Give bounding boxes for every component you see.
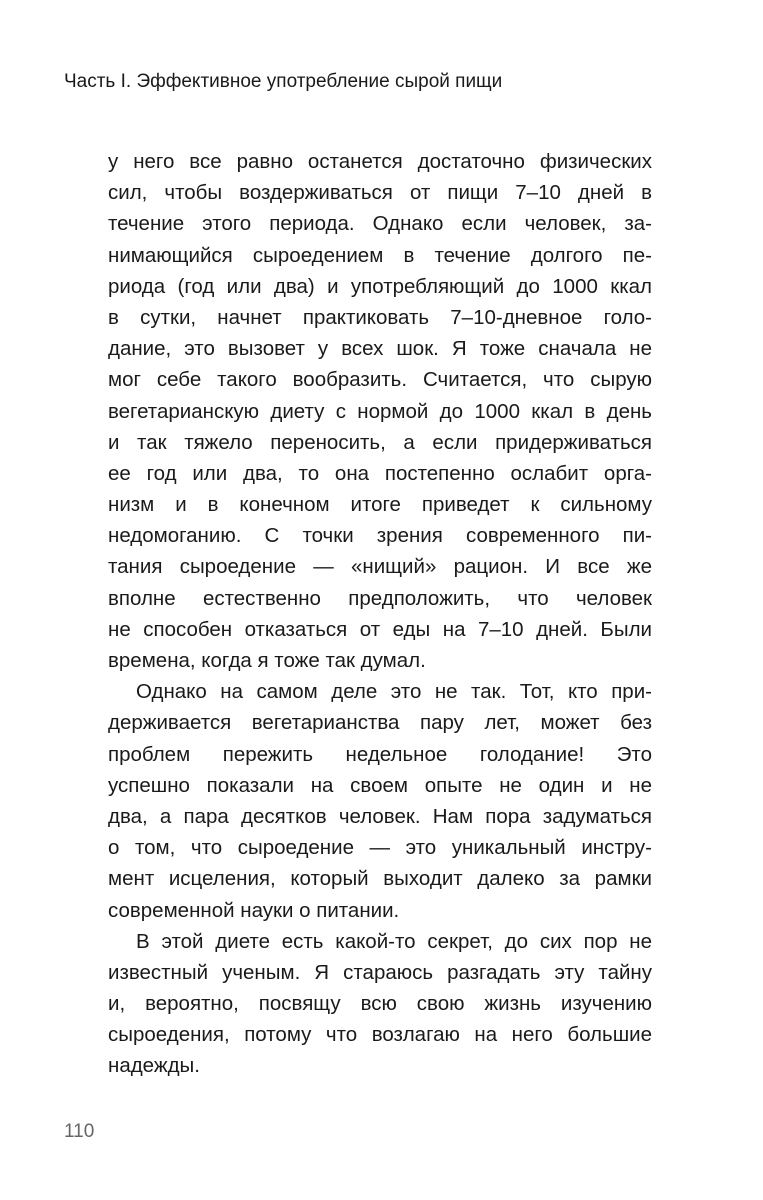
- text-line: сил, чтобы воздерживаться от пищи 7–10 дней в: [108, 181, 652, 205]
- text-line: вполне естественно предположить, что человек: [108, 586, 652, 610]
- text-line: мог себе такого вообразить. Считается, что сырую: [108, 368, 652, 392]
- text-line: дание, это вызовет у всех шок. Я тоже сначала не: [108, 337, 652, 361]
- text-line: времена, когда я тоже так думал.: [108, 649, 426, 672]
- text-line: недомоганию. С точки зрения современного пи-: [108, 524, 652, 548]
- text-line: тания сыроедение — «нищий» рацион. И все же: [108, 555, 652, 579]
- text-line: надежды.: [108, 1054, 200, 1078]
- text-line: низм и в конечном итоге приведет к сильному: [108, 493, 652, 517]
- text-line: Однако на самом деле это не так. Тот, кто при-: [136, 680, 652, 704]
- text-line: о том, что сыроедение — это уникальный инстру-: [108, 836, 652, 860]
- running-head: Часть I. Эффективное употребление сырой пищи: [64, 71, 503, 92]
- text-line: нимающийся сыроедением в течение долгого пе-: [108, 243, 652, 267]
- text-line: и, вероятно, посвящу всю свою жизнь изучению: [108, 992, 652, 1016]
- text-line: два, а пара десятков человек. Нам пора задуматься: [108, 804, 652, 828]
- paragraph-2: [108, 676, 652, 926]
- text-line: держивается вегетарианства пару лет, может без: [108, 711, 652, 735]
- text-line: ее год или два, то она постепенно ослабит орга-: [108, 461, 652, 485]
- text-line: течение этого периода. Однако если человек, за-: [108, 212, 652, 236]
- page-number: 110: [64, 1121, 95, 1142]
- text-line: у него все равно останется достаточно физических: [108, 150, 652, 173]
- body-text: [108, 146, 652, 1082]
- text-line: не способен отказаться от еды на 7–10 дней. Были: [108, 617, 652, 641]
- text-line: современной науки о питании.: [108, 898, 400, 922]
- text-line: известный ученым. Я стараюсь разгадать эту тайну: [108, 960, 652, 984]
- text-line: риода (год или два) и употребляющий до 1000 ккал: [108, 274, 652, 298]
- paragraph-3: [108, 926, 652, 1082]
- text-line: успешно показали на своем опыте не один и не: [108, 773, 652, 797]
- text-line: и так тяжело переносить, а если придерживаться: [108, 430, 652, 454]
- text-line: В этой диете есть какой-то секрет, до сих пор не: [136, 929, 652, 953]
- text-line: вегетарианскую диету с нормой до 1000 ккал в день: [108, 399, 652, 423]
- paragraph-1: [108, 146, 652, 676]
- text-line: мент исцеления, который выходит далеко за рамки: [108, 867, 652, 891]
- text-line: проблем пережить недельное голодание! Это: [108, 742, 652, 766]
- text-line: сыроедения, потому что возлагаю на него большие: [108, 1023, 652, 1047]
- text-line: в сутки, начнет практиковать 7–10-дневное голо-: [108, 305, 652, 329]
